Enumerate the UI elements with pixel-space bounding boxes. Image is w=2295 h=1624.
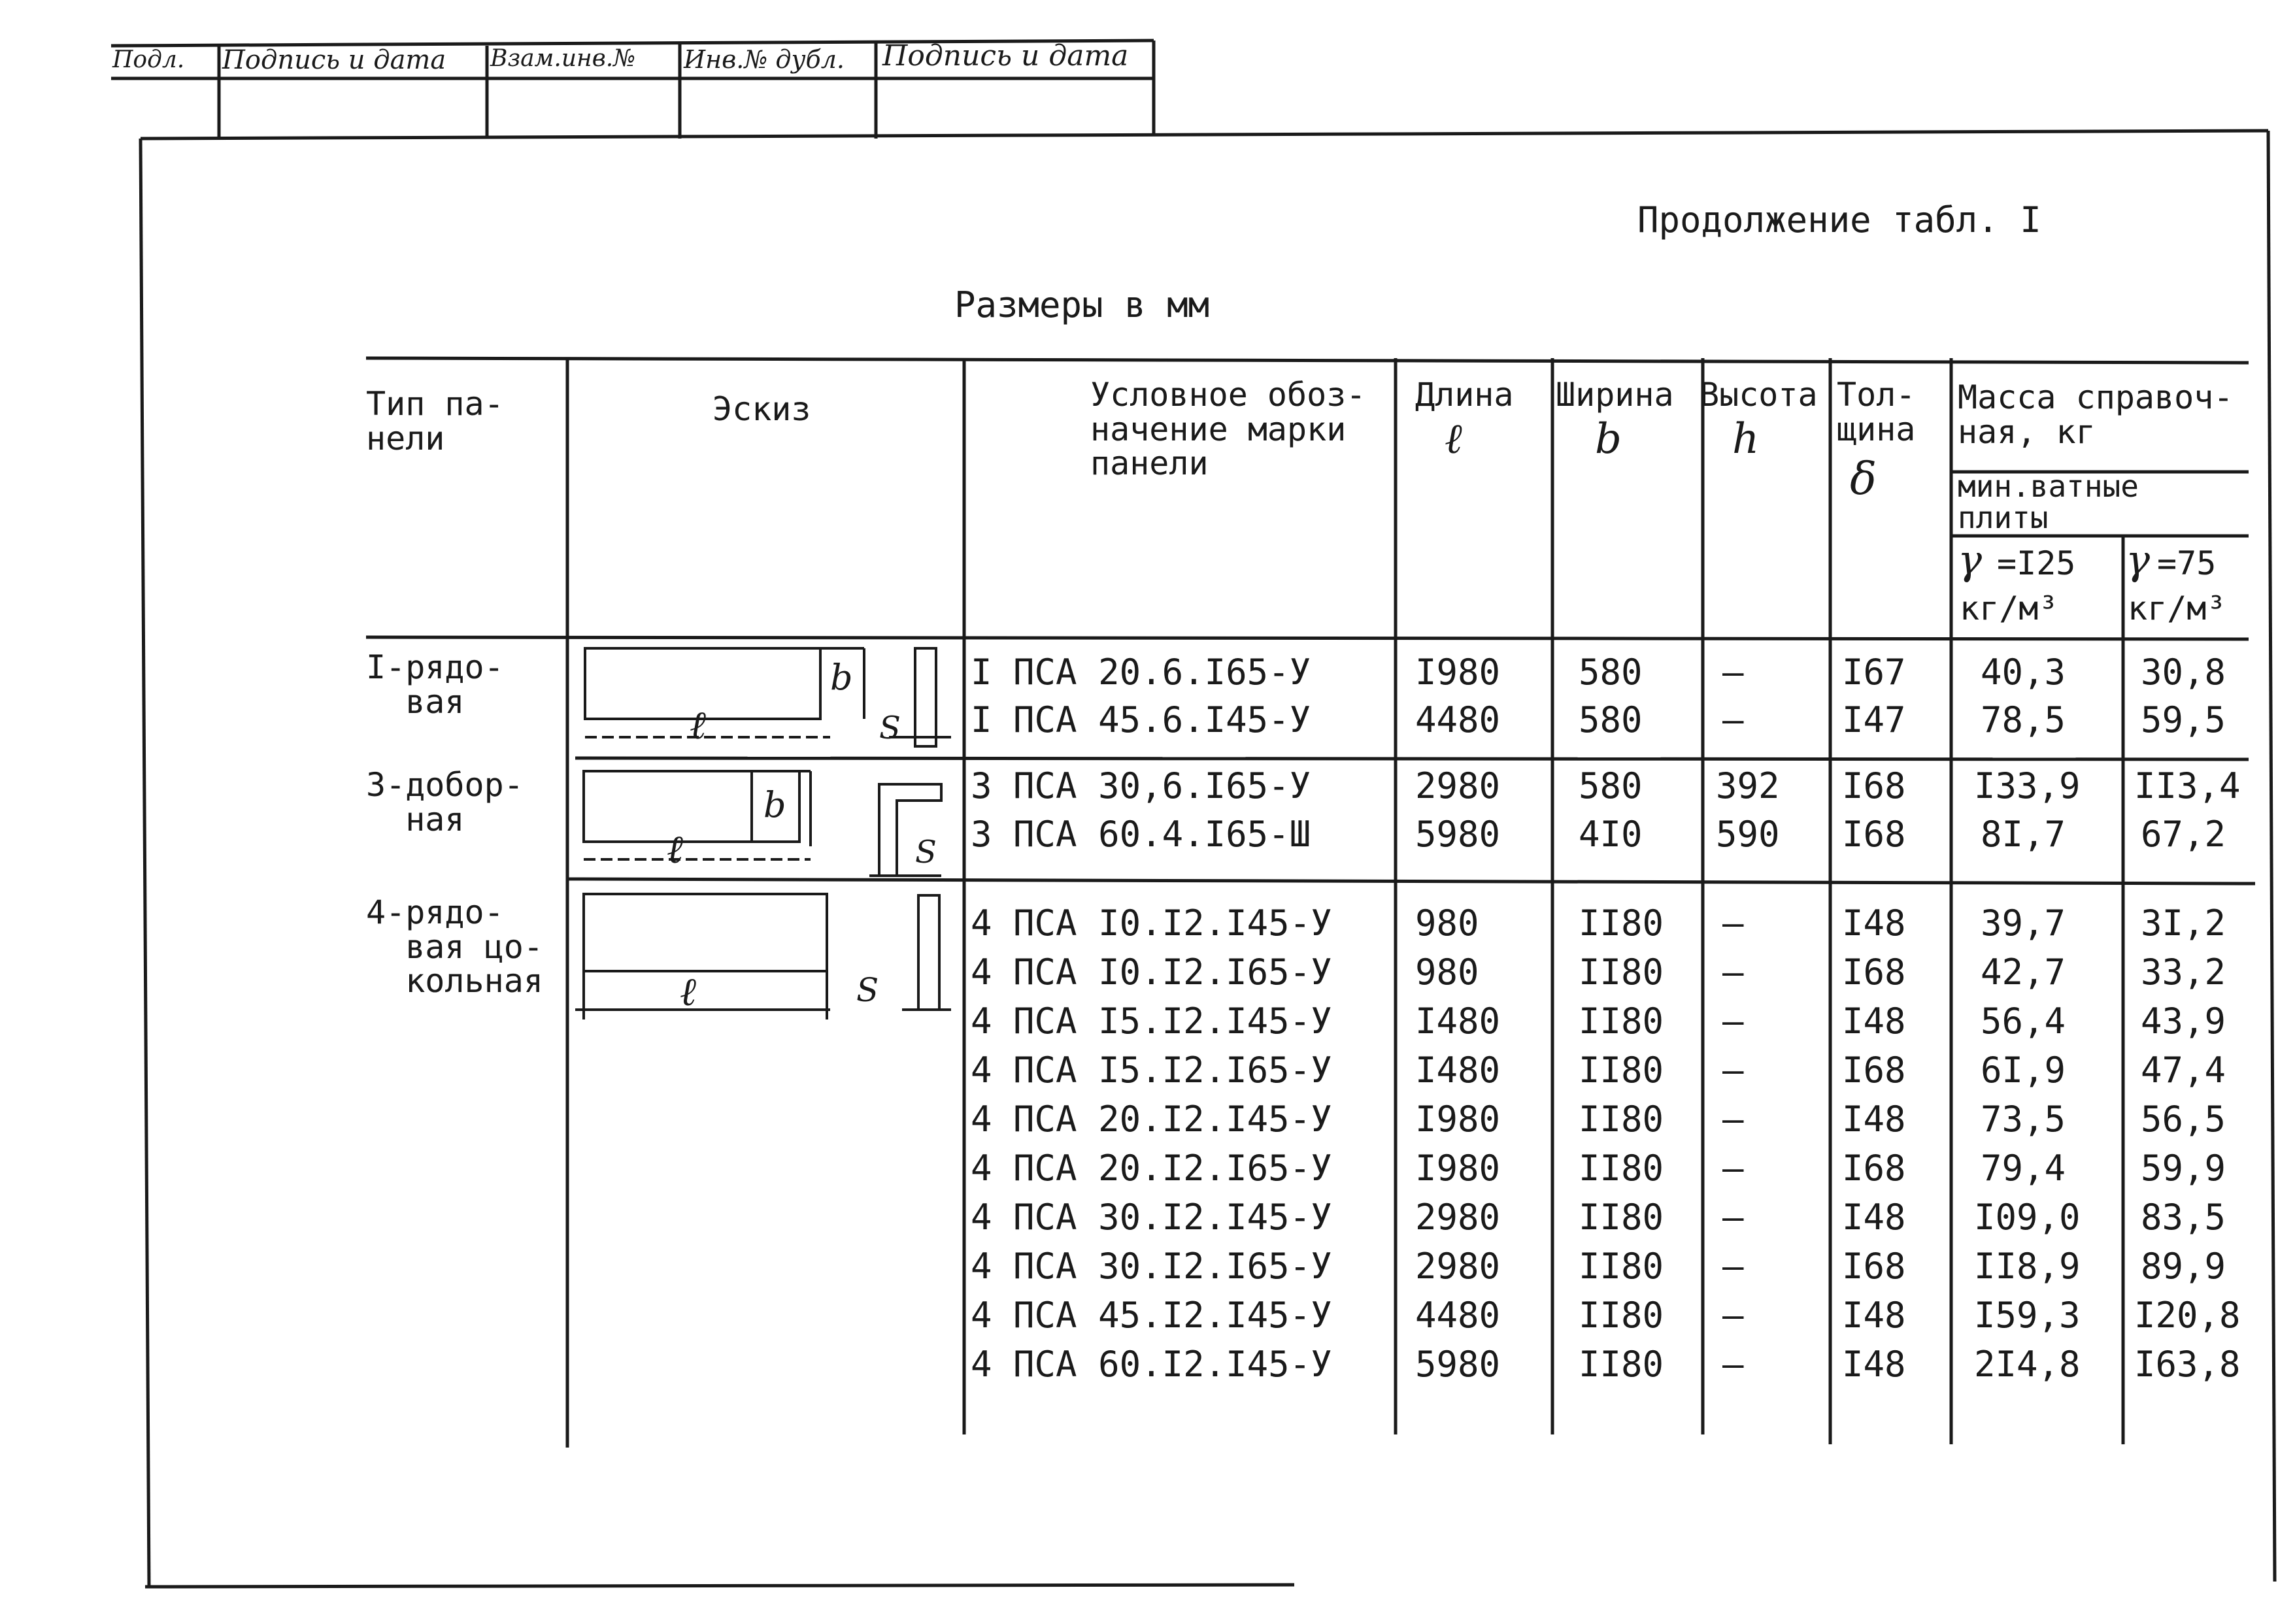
row-width: 4I0 [1579,814,1643,855]
row-width: II80 [1579,1001,1664,1042]
row-mass-75: 56,5 [2141,1099,2226,1140]
row-mark: 4 ПСА 45.I2.I45-У [971,1295,1332,1336]
header-bottom-rule [366,637,2249,639]
header-width-symbol: b [1595,415,1622,463]
row-mass-125: I09,0 [1974,1197,2081,1238]
header-mark: Условное обоз- начение марки панели [1090,376,1366,482]
row-mass-125: 79,4 [1981,1148,2066,1189]
table-top-rule [366,358,2249,363]
row-mass-75: I20,8 [2134,1295,2241,1336]
row-mark: 3 ПСА 60.4.I65-Ш [971,814,1311,855]
stamp-cell-vzam: Взам.инв.№ [490,45,636,72]
row-mark: 4 ПСА 20.I2.I45-У [971,1099,1332,1140]
sketch-panel-3 [575,894,951,1019]
row-length: 4480 [1415,699,1501,740]
row-mark: I ПСА 20.6.I65-У [971,652,1311,693]
row-length: 5980 [1415,1344,1501,1385]
row-mass-75: II3,4 [2134,765,2241,806]
sketch-2-thickness-label: S [915,834,937,870]
header-mass: Масса справоч- ная, кг [1958,378,2234,451]
row-length: I980 [1415,1148,1501,1189]
group-rule-2 [569,879,2255,884]
sketch-2-width-label: b [763,784,786,825]
row-height: – [1722,699,1744,740]
sketch-1-length-label: ℓ [690,703,706,748]
row-mass-75: 3I,2 [2141,903,2226,944]
row-height: – [1722,652,1744,693]
row-mass-75: I63,8 [2134,1344,2241,1385]
sketch-3-thickness-label: S [856,971,879,1009]
row-mark: 4 ПСА 20.I2.I65-У [971,1148,1332,1189]
row-width: II80 [1579,1344,1664,1385]
row-mark: 4 ПСА I5.I2.I65-У [971,1050,1332,1091]
row-mass-75: 47,4 [2141,1050,2226,1091]
row-height: – [1722,1050,1744,1091]
header-type: Тип па- нели [366,385,504,457]
row-thickness: I48 [1842,1001,1906,1042]
row-mark: 4 ПСА I0.I2.I65-У [971,952,1332,993]
sketch-panel-2 [584,771,941,876]
row-mass-75: 89,9 [2141,1246,2226,1287]
row-width: 580 [1579,699,1643,740]
row-thickness: I68 [1842,1148,1906,1189]
row-length: I480 [1415,1050,1501,1091]
row-width: II80 [1579,1295,1664,1336]
row-thickness: I68 [1842,1050,1906,1091]
row-width: II80 [1579,1050,1664,1091]
row-mass-125: 2I4,8 [1974,1344,2081,1385]
row-mass-125: II8,9 [1974,1246,2081,1287]
continuation-note: Продолжение табл. I [1637,199,2041,240]
units-note: Размеры в мм [954,284,1210,325]
frame-bottom [145,1585,1294,1587]
row-mass-75: 83,5 [2141,1197,2226,1238]
header-height: Высота [1700,376,1818,414]
row-thickness: I48 [1842,1295,1906,1336]
group-type-additional: 3-добор- ная [366,766,524,838]
row-mass-125: I59,3 [1974,1295,2081,1336]
row-height: – [1722,1295,1744,1336]
header-sketch: Эскиз [712,390,811,428]
row-mass-125: 56,4 [1981,1001,2066,1042]
header-mass-125-unit: кг/м³ [1960,589,2058,627]
row-mass-125: 42,7 [1981,952,2066,993]
row-thickness: I68 [1842,814,1906,855]
row-height: – [1722,1197,1744,1238]
row-length: 980 [1415,952,1479,993]
row-height: – [1722,1246,1744,1287]
header-width: Ширина [1556,376,1674,414]
row-height: – [1722,903,1744,944]
row-height: – [1722,1344,1744,1385]
header-mass-sub: мин.ватные плиты [1958,469,2139,536]
row-mass-75: 67,2 [2141,814,2226,855]
row-thickness: I48 [1842,1197,1906,1238]
row-thickness: I48 [1842,1099,1906,1140]
row-thickness: I47 [1842,699,1906,740]
header-mass-75-symbol: γ [2126,536,2151,584]
stamp-cell-inv-dubl: Инв.№ дубл. [684,45,845,74]
row-mass-125: 78,5 [1981,699,2066,740]
row-height: – [1722,1148,1744,1189]
sketch-3-length-label: ℓ [680,969,696,1015]
header-mass-125-symbol: γ [1958,536,1983,584]
header-mass-75-unit: кг/м³ [2128,589,2226,627]
header-thickness-symbol: δ [1850,454,1877,505]
row-mass-125: I33,9 [1974,765,2081,806]
row-mass-75: 33,2 [2141,952,2226,993]
row-height: 392 [1716,765,1780,806]
stamp-cell-podpis-1: Подпись и дата [222,45,446,75]
row-length: I980 [1415,652,1501,693]
row-length: 2980 [1415,1197,1501,1238]
row-length: 5980 [1415,814,1501,855]
row-width: 580 [1579,765,1643,806]
row-mark: 4 ПСА 30.I2.I45-У [971,1197,1332,1238]
row-mass-125: 8I,7 [1981,814,2066,855]
row-width: II80 [1579,952,1664,993]
row-thickness: I48 [1842,903,1906,944]
row-height: – [1722,952,1744,993]
row-mass-75: 30,8 [2141,652,2226,693]
header-mass-75-value: =75 [2157,544,2217,582]
row-length: 2980 [1415,1246,1501,1287]
row-mass-125: 73,5 [1981,1099,2066,1140]
row-width: II80 [1579,1099,1664,1140]
row-width: II80 [1579,1148,1664,1189]
row-thickness: I67 [1842,652,1906,693]
header-thickness: Тол- щина [1837,376,1916,448]
row-height: – [1722,1099,1744,1140]
stamp-cell-podl: Подл. [112,46,185,73]
row-length: 4480 [1415,1295,1501,1336]
row-height: 590 [1716,814,1780,855]
row-thickness: I68 [1842,1246,1906,1287]
header-length: Длина [1415,376,1514,414]
row-mass-125: 39,7 [1981,903,2066,944]
sketch-1-width-label: b [830,657,853,698]
sketch-2-length-label: ℓ [667,827,683,872]
row-length: I480 [1415,1001,1501,1042]
header-height-symbol: h [1732,415,1760,463]
sketch-1-thickness-label: S [879,710,901,746]
row-mark: 4 ПСА I0.I2.I45-У [971,903,1332,944]
row-mark: 4 ПСА I5.I2.I45-У [971,1001,1332,1042]
header-mass-125-value: =I25 [1997,544,2076,582]
row-length: 2980 [1415,765,1501,806]
row-mass-75: 59,5 [2141,699,2226,740]
row-mark: 3 ПСА 30,6.I65-У [971,765,1311,806]
frame-top [141,131,2268,139]
row-thickness: I68 [1842,765,1906,806]
row-mark: I ПСА 45.6.I45-У [971,699,1311,740]
group-rule-1 [575,758,2249,759]
row-width: II80 [1579,903,1664,944]
row-length: I980 [1415,1099,1501,1140]
row-length: 980 [1415,903,1479,944]
row-thickness: I48 [1842,1344,1906,1385]
header-length-symbol: ℓ [1445,415,1462,463]
stamp-cell-podpis-2: Подпись и дата [882,39,1129,73]
row-mark: 4 ПСА 60.I2.I45-У [971,1344,1332,1385]
row-height: – [1722,1001,1744,1042]
frame-right [2268,131,2275,1582]
row-width: II80 [1579,1246,1664,1287]
row-thickness: I68 [1842,952,1906,993]
row-width: 580 [1579,652,1643,693]
row-mark: 4 ПСА 30.I2.I65-У [971,1246,1332,1287]
row-width: II80 [1579,1197,1664,1238]
row-mass-125: 40,3 [1981,652,2066,693]
row-mass-75: 43,9 [2141,1001,2226,1042]
group-type-plinth: 4-рядо- вая цо- кольная [366,893,543,1000]
row-mass-75: 59,9 [2141,1148,2226,1189]
group-type-row: I-рядо- вая [366,648,504,721]
row-mass-125: 6I,9 [1981,1050,2066,1091]
frame-left [141,139,149,1588]
